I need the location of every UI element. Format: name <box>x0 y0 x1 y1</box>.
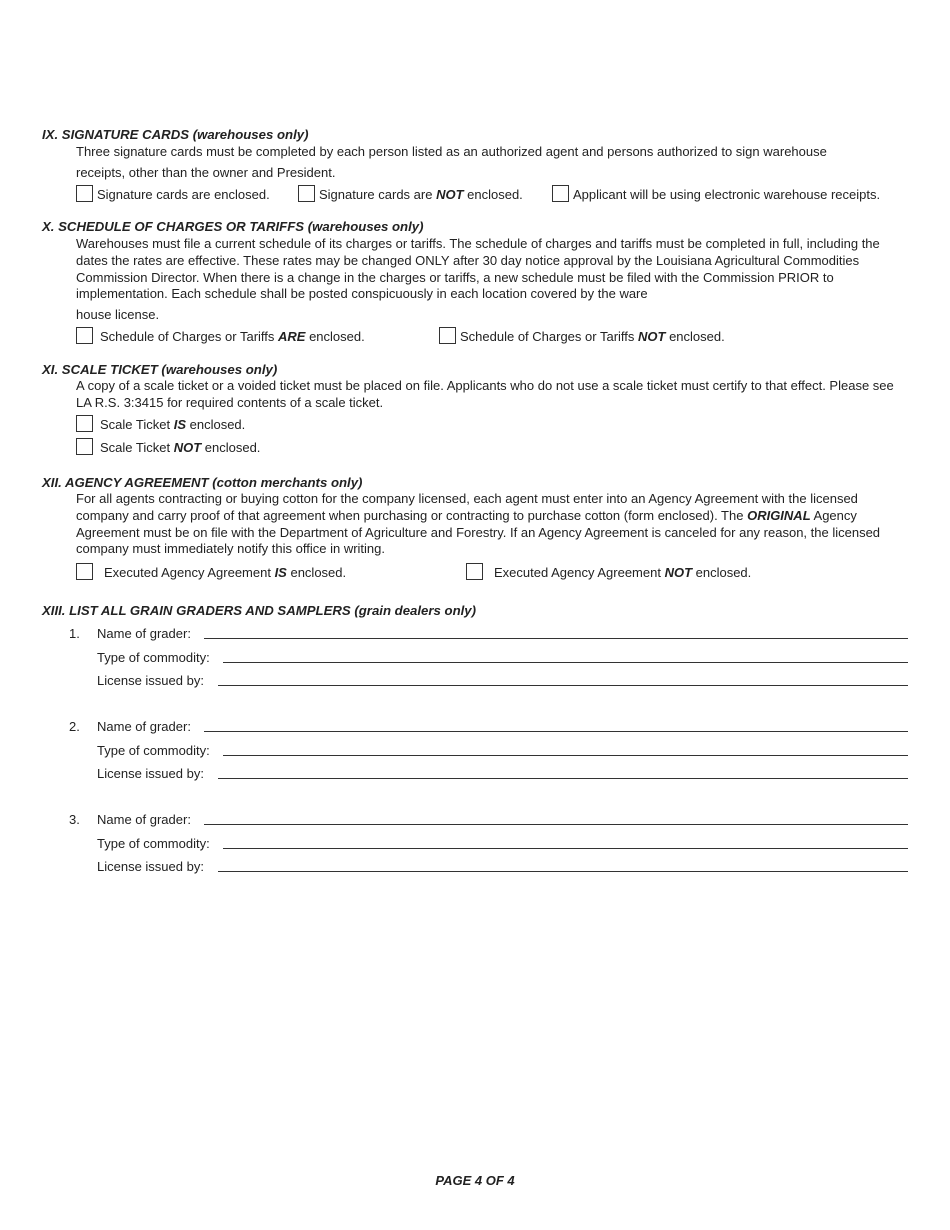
tariffs-not-enclosed-option <box>439 327 725 344</box>
signature-cards-not-label-post: enclosed. <box>463 187 523 202</box>
tariffs-not-label-em: NOT <box>638 329 666 344</box>
commodity-label: Type of commodity: <box>97 650 210 665</box>
section-xii-text-pre: For all agents contracting or buying cotton for the company licensed, each agent must enter into an Agency Agreement with the licensed company and carry proof of that agreement when purchasing or contracting to purchase cotton (form enclosed). The <box>76 491 858 523</box>
scale-ticket-enclosed-option <box>76 415 245 432</box>
agency-is-label-em: IS <box>274 565 287 580</box>
commodity-label: Type of commodity: <box>97 743 210 758</box>
signature-cards-not-label-pre: Signature cards are <box>319 187 437 202</box>
electronic-receipts-label: Applicant will be using electronic warehouse receipts. <box>573 187 881 202</box>
agency-agreement-not-enclosed-option <box>466 563 751 580</box>
signature-cards-not-enclosed-checkbox[interactable] <box>298 185 315 202</box>
signature-cards-enclosed-checkbox[interactable] <box>76 185 93 202</box>
section-xii-text-em: ORIGINAL <box>747 507 811 523</box>
license-field[interactable] <box>218 685 908 686</box>
agency-not-label-pre: Executed Agency Agreement <box>494 565 665 580</box>
grader-name-field[interactable] <box>204 731 908 732</box>
grader-name-label: Name of grader: <box>97 719 191 734</box>
scale-ticket-is-label-em: IS <box>173 417 186 432</box>
electronic-receipts-checkbox[interactable] <box>552 185 569 202</box>
license-label: License issued by: <box>97 859 204 874</box>
agency-not-label-post: enclosed. <box>692 565 752 580</box>
tariffs-not-label-post: enclosed. <box>665 329 725 344</box>
scale-ticket-is-label-pre: Scale Ticket <box>100 417 174 432</box>
section-xii-heading: XII. AGENCY AGREEMENT (cotton merchants only) <box>42 475 363 490</box>
section-ix-text-line2: receipts, other than the owner and President. <box>76 165 336 180</box>
signature-cards-enclosed-label: Signature cards are enclosed. <box>97 187 270 202</box>
agency-is-label-pre: Executed Agency Agreement <box>104 565 275 580</box>
license-field[interactable] <box>218 778 908 779</box>
commodity-label: Type of commodity: <box>97 836 210 851</box>
tariffs-enclosed-checkbox[interactable] <box>76 327 93 344</box>
section-xiii-heading: XIII. LIST ALL GRAIN GRADERS AND SAMPLERS (grain dealers only) <box>42 603 477 618</box>
grader-number: 2. <box>69 719 80 734</box>
section-x-heading: X. SCHEDULE OF CHARGES OR TARIFFS (warehouses only) <box>42 219 424 234</box>
section-x-text-last: house license. <box>76 307 160 322</box>
tariffs-enclosed-option <box>76 327 365 344</box>
scale-ticket-is-label-post: enclosed. <box>186 417 246 432</box>
page-number: PAGE 4 OF 4 <box>435 1173 515 1188</box>
scale-ticket-enclosed-checkbox[interactable] <box>76 415 93 432</box>
section-xii-text <box>76 491 896 558</box>
tariffs-not-label-pre: Schedule of Charges or Tariffs <box>460 329 639 344</box>
grader-number: 3. <box>69 812 80 827</box>
agency-agreement-enclosed-checkbox[interactable] <box>76 563 93 580</box>
agency-agreement-enclosed-option <box>76 563 346 580</box>
scale-ticket-not-label-em: NOT <box>173 440 202 455</box>
agency-not-label-em: NOT <box>664 565 693 580</box>
electronic-receipts-option <box>552 185 880 202</box>
commodity-field[interactable] <box>223 848 908 849</box>
scale-ticket-not-label-pre: Scale Ticket <box>100 440 174 455</box>
signature-cards-enclosed-option <box>76 185 270 202</box>
scale-ticket-not-enclosed-option <box>76 438 260 455</box>
grader-name-label: Name of grader: <box>97 812 191 827</box>
commodity-field[interactable] <box>223 662 908 663</box>
agency-is-label-post: enclosed. <box>286 565 347 580</box>
license-label: License issued by: <box>97 766 204 781</box>
signature-cards-not-enclosed-option <box>298 185 523 202</box>
section-x-text: Warehouses must file a current schedule of its charges or tariffs. The schedule of charges and tariffs must be completed in full, including the dates the rates are effective. These rates may be changed ONLY after 30 day notice approval by the Louisiana Agricultural Commodities Commission Director. When there is a change in the charges or tariffs, a new schedule must be filed with the Commission PRIOR to implementation. Each schedule shall be posted conspicuously in each location covered by the ware <box>76 236 880 302</box>
grader-name-field[interactable] <box>204 824 908 825</box>
grader-number: 1. <box>69 626 80 641</box>
tariffs-enclosed-label-post: enclosed. <box>305 329 365 344</box>
license-label: License issued by: <box>97 673 204 688</box>
commodity-field[interactable] <box>223 755 908 756</box>
tariffs-enclosed-label-pre: Schedule of Charges or Tariffs <box>100 329 279 344</box>
grader-name-label: Name of grader: <box>97 626 191 641</box>
scale-ticket-not-enclosed-checkbox[interactable] <box>76 438 93 455</box>
tariffs-enclosed-label-em: ARE <box>278 329 306 344</box>
section-xi-heading: XI. SCALE TICKET (warehouses only) <box>42 362 278 377</box>
section-xi-text: A copy of a scale ticket or a voided ticket must be placed on file. Applicants who do not use a scale ticket must certify to that effect. Please see LA R.S. 3:3415 for required contents of a scale ticket. <box>76 378 894 410</box>
section-xii-text-post: Agency Agreement must be on file with the Department of Agriculture and Forestry. If an Agency Agreement is canceled for any reason, the licensed company must immediately notify this office in writing. <box>76 507 881 557</box>
agency-agreement-not-enclosed-checkbox[interactable] <box>466 563 483 580</box>
section-ix-heading: IX. SIGNATURE CARDS (warehouses only) <box>42 127 309 142</box>
license-field[interactable] <box>218 871 908 872</box>
section-ix-text-line1: Three signature cards must be completed by each person listed as an authorized agent and persons authorized to sign warehouse <box>76 144 827 159</box>
grader-name-field[interactable] <box>204 638 908 639</box>
tariffs-not-enclosed-checkbox[interactable] <box>439 327 456 344</box>
signature-cards-not-label-em: NOT <box>436 187 464 202</box>
scale-ticket-not-label-post: enclosed. <box>201 440 261 455</box>
